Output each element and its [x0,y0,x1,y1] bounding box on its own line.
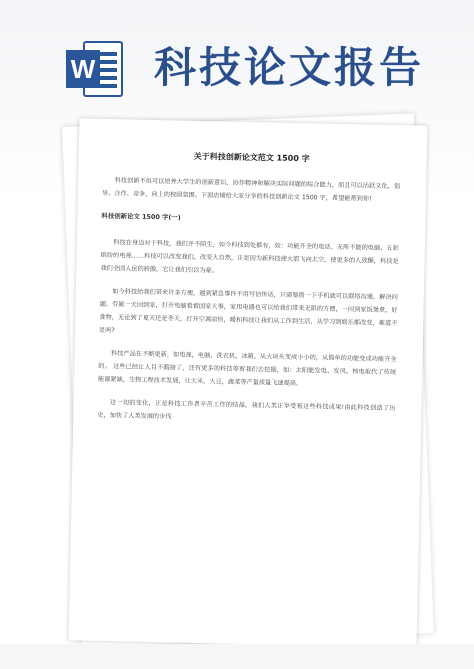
document-title: 关于科技创新论文范文 1500 字 [193,151,310,164]
body-paragraph-3: 科技产品在不断更新，如电视，电脑，洗衣机，冰箱。从大块头变成小小的，从简单的功能变成功能齐全的。 这些已经让人目不暇接了，还有更多的科技等着我们去挖掘，如：太阳能发电、发风，核电取代了传统能源紧缺，生物工程技术发展，让大米，大豆，蔬菜等产量质量飞速提高。 [97,350,397,388]
footer-strip [0,644,474,669]
banner-title: 科技论文报告 [154,43,425,92]
section-heading: 科技创新论文 1500 字(一) [101,211,181,222]
body-paragraph-4: 这一切的变化，正是科技工作者辛苦工作的结晶，我们人类正享受着这些科技成果!由此科技创造了历史，加快了人类发展的步伐 [97,399,396,421]
body-paragraph-2: 如今科技给我们带来许多方便，遇到紧急事件不用写信传话，只需要拨一下手机就可以联络沟通，解决问题。劳累一天回到家，打开电脑看看国家大事，家用电器也可以给我们带来无限的方便，一回到家饭煲煮，好食物，无论到了夏天还是冬天，打开空调凉快，暖和科技让我们从工作到生活，从学习到娱乐都改变，难道不是吗? [98,288,398,335]
document-content [97,149,401,438]
intro-paragraph: 科技创新不但可以培养大学生的创新意识、协作精神和解决实际问题的综合能力，而且可以活跃文化，倡导、合作、竞争，向上的校园氛围。下面店铺给大家分享的科技创新论文 1500 字，希望能帮到你! [101,177,401,203]
word-document-icon [64,38,126,100]
svg-text:W: W [70,54,96,84]
body-paragraph-1: 科技在身边对于科技，我们并不陌生，如今科技到处都有，如：功能齐全的电话、无所不能的电脑、五彩缤纷的电视……科技可以改变我们，改变大自然，正是因为新科技使火箭飞向太空，使更多的人致醒，科技是我们全国人民的骄傲，它让我们引以为豪。 [100,239,399,275]
document-page [69,118,428,647]
